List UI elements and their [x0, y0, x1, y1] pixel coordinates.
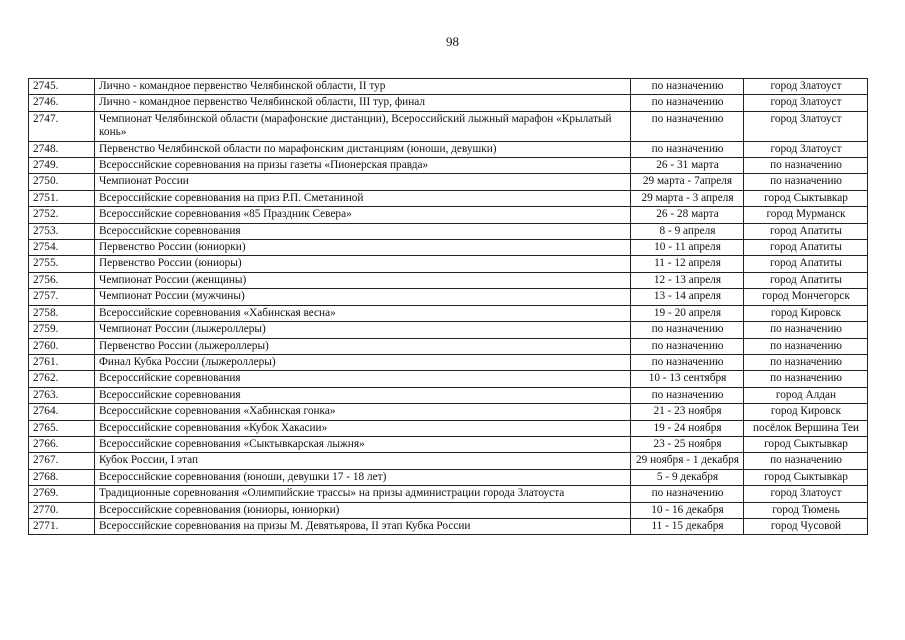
event-date-cell: 12 - 13 апреля [631, 272, 744, 288]
event-place-cell: город Тюмень [744, 502, 868, 518]
row-number-cell: 2761. [29, 354, 95, 370]
row-number-cell: 2758. [29, 305, 95, 321]
row-number-cell: 2753. [29, 223, 95, 239]
row-number-cell: 2765. [29, 420, 95, 436]
table-row [29, 174, 868, 190]
event-name-cell: Первенство России (лыжероллеры) [95, 338, 631, 354]
row-number-cell: 2763. [29, 387, 95, 403]
table-row [29, 502, 868, 518]
event-place-cell: по назначению [744, 322, 868, 338]
event-name-cell: Первенство России (юниоры) [95, 256, 631, 272]
event-place-cell: город Чусовой [744, 518, 868, 534]
event-date-cell: по назначению [631, 387, 744, 403]
event-place-cell: город Златоуст [744, 486, 868, 502]
event-place-cell: город Сыктывкар [744, 469, 868, 485]
event-date-cell: по назначению [631, 111, 744, 141]
event-place-cell: город Апатиты [744, 256, 868, 272]
event-place-cell: по назначению [744, 453, 868, 469]
table-row [29, 371, 868, 387]
table-row [29, 436, 868, 452]
event-name-cell: Всероссийские соревнования [95, 371, 631, 387]
event-name-cell: Лично - командное первенство Челябинской области, III тур, финал [95, 95, 631, 111]
row-number-cell: 2748. [29, 141, 95, 157]
table-row [29, 256, 868, 272]
table-row [29, 486, 868, 502]
event-name-cell: Чемпионат России (женщины) [95, 272, 631, 288]
event-place-cell: город Мончегорск [744, 289, 868, 305]
table-row [29, 141, 868, 157]
row-number-cell: 2754. [29, 240, 95, 256]
table-row [29, 223, 868, 239]
event-place-cell: по назначению [744, 371, 868, 387]
event-name-cell: Всероссийские соревнования «Кубок Хакасии» [95, 420, 631, 436]
event-date-cell: 13 - 14 апреля [631, 289, 744, 305]
event-name-cell: Всероссийские соревнования [95, 223, 631, 239]
event-date-cell: 11 - 12 апреля [631, 256, 744, 272]
event-date-cell: по назначению [631, 95, 744, 111]
table-row [29, 453, 868, 469]
event-date-cell: 26 - 28 марта [631, 207, 744, 223]
event-name-cell: Чемпионат Челябинской области (марафонские дистанции), Всероссийский лыжный марафон «Крылатый конь» [95, 111, 631, 141]
event-place-cell: по назначению [744, 354, 868, 370]
table-row [29, 79, 868, 95]
event-date-cell: 5 - 9 декабря [631, 469, 744, 485]
event-place-cell: посёлок Вершина Теи [744, 420, 868, 436]
table-row [29, 322, 868, 338]
event-place-cell: город Мурманск [744, 207, 868, 223]
table-row [29, 190, 868, 206]
event-place-cell: город Апатиты [744, 272, 868, 288]
row-number-cell: 2757. [29, 289, 95, 305]
event-name-cell: Чемпионат России (лыжероллеры) [95, 322, 631, 338]
table-row [29, 354, 868, 370]
event-name-cell: Кубок России, I этап [95, 453, 631, 469]
row-number-cell: 2750. [29, 174, 95, 190]
event-date-cell: 10 - 11 апреля [631, 240, 744, 256]
row-number-cell: 2770. [29, 502, 95, 518]
event-name-cell: Всероссийские соревнования на приз Р.П. Сметаниной [95, 190, 631, 206]
event-date-cell: 19 - 20 апреля [631, 305, 744, 321]
event-place-cell: город Апатиты [744, 223, 868, 239]
row-number-cell: 2762. [29, 371, 95, 387]
event-date-cell: 23 - 25 ноября [631, 436, 744, 452]
event-name-cell: Чемпионат России (мужчины) [95, 289, 631, 305]
event-place-cell: город Златоуст [744, 95, 868, 111]
row-number-cell: 2746. [29, 95, 95, 111]
event-name-cell: Чемпионат России [95, 174, 631, 190]
event-name-cell: Всероссийские соревнования [95, 387, 631, 403]
row-number-cell: 2766. [29, 436, 95, 452]
event-place-cell: город Алдан [744, 387, 868, 403]
table-row [29, 404, 868, 420]
event-date-cell: по назначению [631, 79, 744, 95]
event-name-cell: Традиционные соревнования «Олимпийские трассы» на призы администрации города Златоуста [95, 486, 631, 502]
table-row [29, 338, 868, 354]
table-row [29, 95, 868, 111]
event-place-cell: город Кировск [744, 305, 868, 321]
event-date-cell: по назначению [631, 141, 744, 157]
event-place-cell: по назначению [744, 338, 868, 354]
event-name-cell: Лично - командное первенство Челябинской области, II тур [95, 79, 631, 95]
row-number-cell: 2747. [29, 111, 95, 141]
row-number-cell: 2769. [29, 486, 95, 502]
table-row [29, 469, 868, 485]
event-date-cell: 19 - 24 ноября [631, 420, 744, 436]
row-number-cell: 2749. [29, 158, 95, 174]
row-number-cell: 2745. [29, 79, 95, 95]
event-name-cell: Финал Кубка России (лыжероллеры) [95, 354, 631, 370]
row-number-cell: 2759. [29, 322, 95, 338]
event-name-cell: Всероссийские соревнования на призы М. Девятьярова, II этап Кубка России [95, 518, 631, 534]
table-row [29, 272, 868, 288]
event-date-cell: 29 марта - 7апреля [631, 174, 744, 190]
event-place-cell: город Кировск [744, 404, 868, 420]
row-number-cell: 2755. [29, 256, 95, 272]
event-name-cell: Первенство Челябинской области по марафонским дистанциям (юноши, девушки) [95, 141, 631, 157]
event-place-cell: город Сыктывкар [744, 190, 868, 206]
event-place-cell: город Златоуст [744, 111, 868, 141]
event-date-cell: по назначению [631, 354, 744, 370]
event-date-cell: 10 - 16 декабря [631, 502, 744, 518]
row-number-cell: 2751. [29, 190, 95, 206]
row-number-cell: 2767. [29, 453, 95, 469]
event-date-cell: 26 - 31 марта [631, 158, 744, 174]
event-date-cell: 8 - 9 апреля [631, 223, 744, 239]
event-name-cell: Всероссийские соревнования (юниоры, юниорки) [95, 502, 631, 518]
event-date-cell: 11 - 15 декабря [631, 518, 744, 534]
table-row [29, 207, 868, 223]
event-name-cell: Всероссийские соревнования «Сыктывкарская лыжня» [95, 436, 631, 452]
event-date-cell: 29 ноября - 1 декабря [631, 453, 744, 469]
row-number-cell: 2768. [29, 469, 95, 485]
event-place-cell: по назначению [744, 158, 868, 174]
event-name-cell: Всероссийские соревнования «Хабинская весна» [95, 305, 631, 321]
table-row [29, 289, 868, 305]
event-place-cell: город Златоуст [744, 141, 868, 157]
event-place-cell: по назначению [744, 174, 868, 190]
event-name-cell: Всероссийские соревнования «85 Праздник Севера» [95, 207, 631, 223]
row-number-cell: 2764. [29, 404, 95, 420]
event-name-cell: Всероссийские соревнования (юноши, девушки 17 - 18 лет) [95, 469, 631, 485]
row-number-cell: 2752. [29, 207, 95, 223]
table-row [29, 158, 868, 174]
row-number-cell: 2771. [29, 518, 95, 534]
row-number-cell: 2756. [29, 272, 95, 288]
event-name-cell: Всероссийские соревнования «Хабинская гонка» [95, 404, 631, 420]
event-place-cell: город Апатиты [744, 240, 868, 256]
event-date-cell: 21 - 23 ноября [631, 404, 744, 420]
event-name-cell: Всероссийские соревнования на призы газеты «Пионерская правда» [95, 158, 631, 174]
table-body [29, 79, 868, 535]
event-date-cell: по назначению [631, 338, 744, 354]
table-row [29, 305, 868, 321]
row-number-cell: 2760. [29, 338, 95, 354]
table-row [29, 387, 868, 403]
page-number: 98 [446, 34, 459, 49]
table-row [29, 518, 868, 534]
event-name-cell: Первенство России (юниорки) [95, 240, 631, 256]
event-date-cell: 10 - 13 сентября [631, 371, 744, 387]
event-date-cell: по назначению [631, 486, 744, 502]
table-row [29, 240, 868, 256]
event-place-cell: город Златоуст [744, 79, 868, 95]
competition-schedule-table [28, 78, 868, 535]
event-place-cell: город Сыктывкар [744, 436, 868, 452]
table-row [29, 111, 868, 141]
event-date-cell: по назначению [631, 322, 744, 338]
table-row [29, 420, 868, 436]
event-date-cell: 29 марта - 3 апреля [631, 190, 744, 206]
